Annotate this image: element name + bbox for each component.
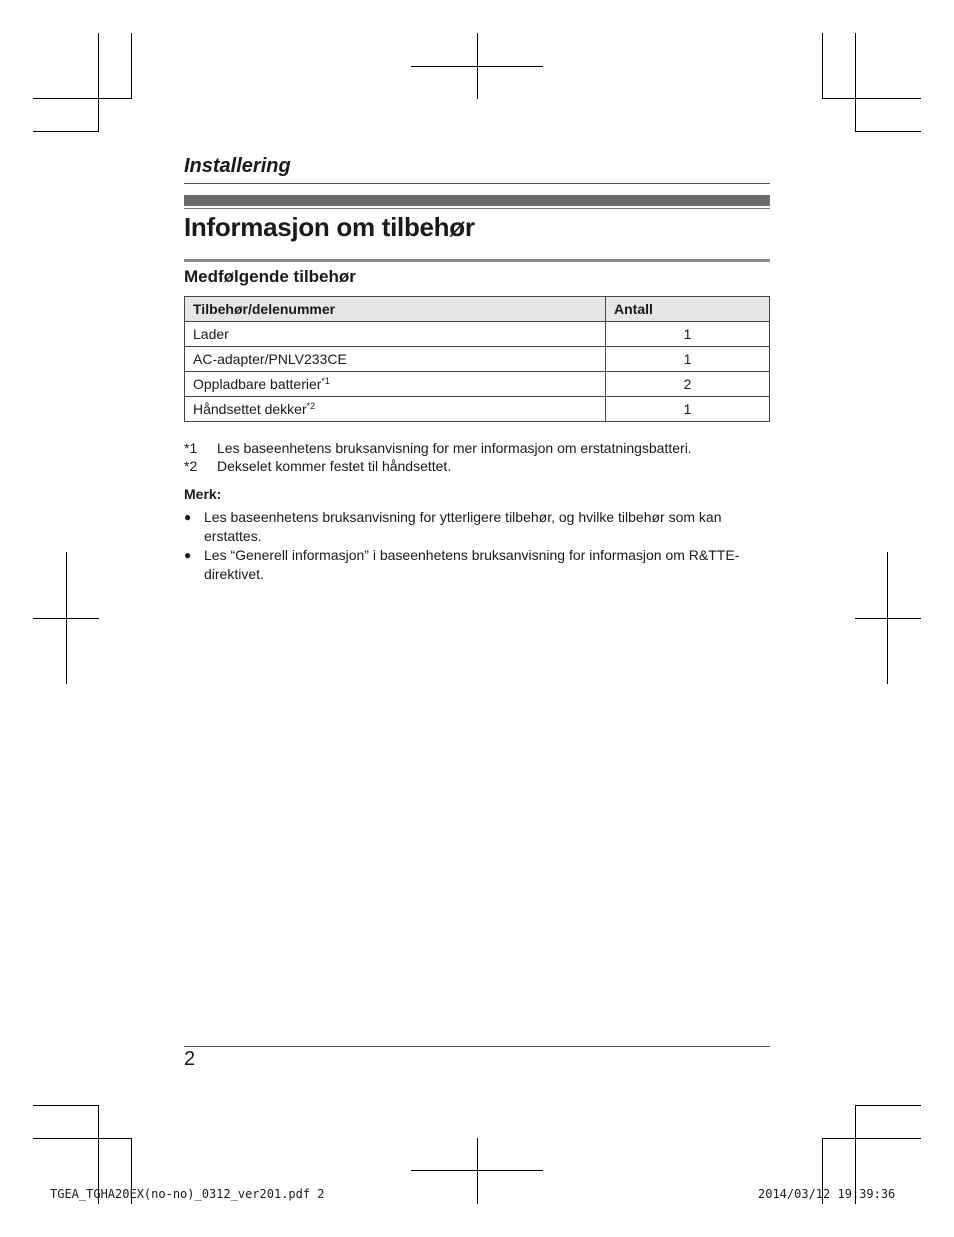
bullet-icon: ● <box>184 548 192 562</box>
title-bar-bottom <box>184 259 770 262</box>
footnote <box>184 439 692 457</box>
note-label: Merk: <box>184 486 222 502</box>
print-file-label: TGEA_TGHA20EX(no-no)_0312_ver201.pdf 2 <box>50 1187 325 1201</box>
footnote <box>184 457 692 475</box>
footer-rule <box>184 1046 770 1047</box>
note-text: Les baseenhetens bruksanvisning for ytterligere tilbehør, og hvilke tilbehør som kan erstattes. <box>204 509 722 544</box>
print-datetime: 2014/03/12 19:39:36 <box>758 1187 896 1201</box>
footnote-text: Les baseenhetens bruksanvisning for mer informasjon om erstatningsbatteri. <box>217 440 692 456</box>
title-bar-top <box>184 195 770 206</box>
qty-cell: 1 <box>606 397 770 422</box>
item-cell: AC-adapter/PNLV233CE <box>185 347 606 372</box>
page-title: Informasjon om tilbehør <box>184 212 475 242</box>
page-number: 2 <box>184 1048 196 1070</box>
list-item <box>184 508 744 546</box>
item-cell: Oppladbare batterier$^{*1}$ <box>185 372 606 397</box>
qty-cell: 1 <box>606 347 770 372</box>
footnotes <box>184 439 692 475</box>
list-item <box>184 546 744 584</box>
qty-cell: 1 <box>606 322 770 347</box>
note-text: Les “Generell informasjon” i baseenhetens bruksanvisning for informasjon om R&TTE-direktivet. <box>204 547 740 582</box>
column-header-qty: Antall <box>606 297 770 322</box>
footnote-ref: *1 <box>321 376 330 386</box>
accessories-table <box>184 296 770 422</box>
footnote-ref: *2 <box>306 401 316 411</box>
table-row <box>185 322 770 347</box>
footnote-text: Dekselet kommer festet til håndsettet. <box>217 458 452 474</box>
footnote-marker: *1 <box>184 440 198 456</box>
subheading: Medfølgende tilbehør <box>184 267 356 286</box>
column-header-item: Tilbehør/delenummer <box>185 297 606 322</box>
bullet-icon: ● <box>184 510 192 524</box>
item-cell: Lader <box>185 322 606 347</box>
qty-cell: 2 <box>606 372 770 397</box>
notes-list <box>184 508 744 584</box>
item-cell: Håndsettet dekker$^{*2}$ <box>185 397 606 422</box>
table-header-row <box>185 297 770 322</box>
table-row <box>185 397 770 422</box>
table-row <box>185 372 770 397</box>
header-rule <box>184 183 770 184</box>
footnote-marker: *2 <box>184 458 198 474</box>
title-rule-top <box>184 208 770 209</box>
table-row <box>185 347 770 372</box>
section-label: Installering <box>184 155 291 177</box>
